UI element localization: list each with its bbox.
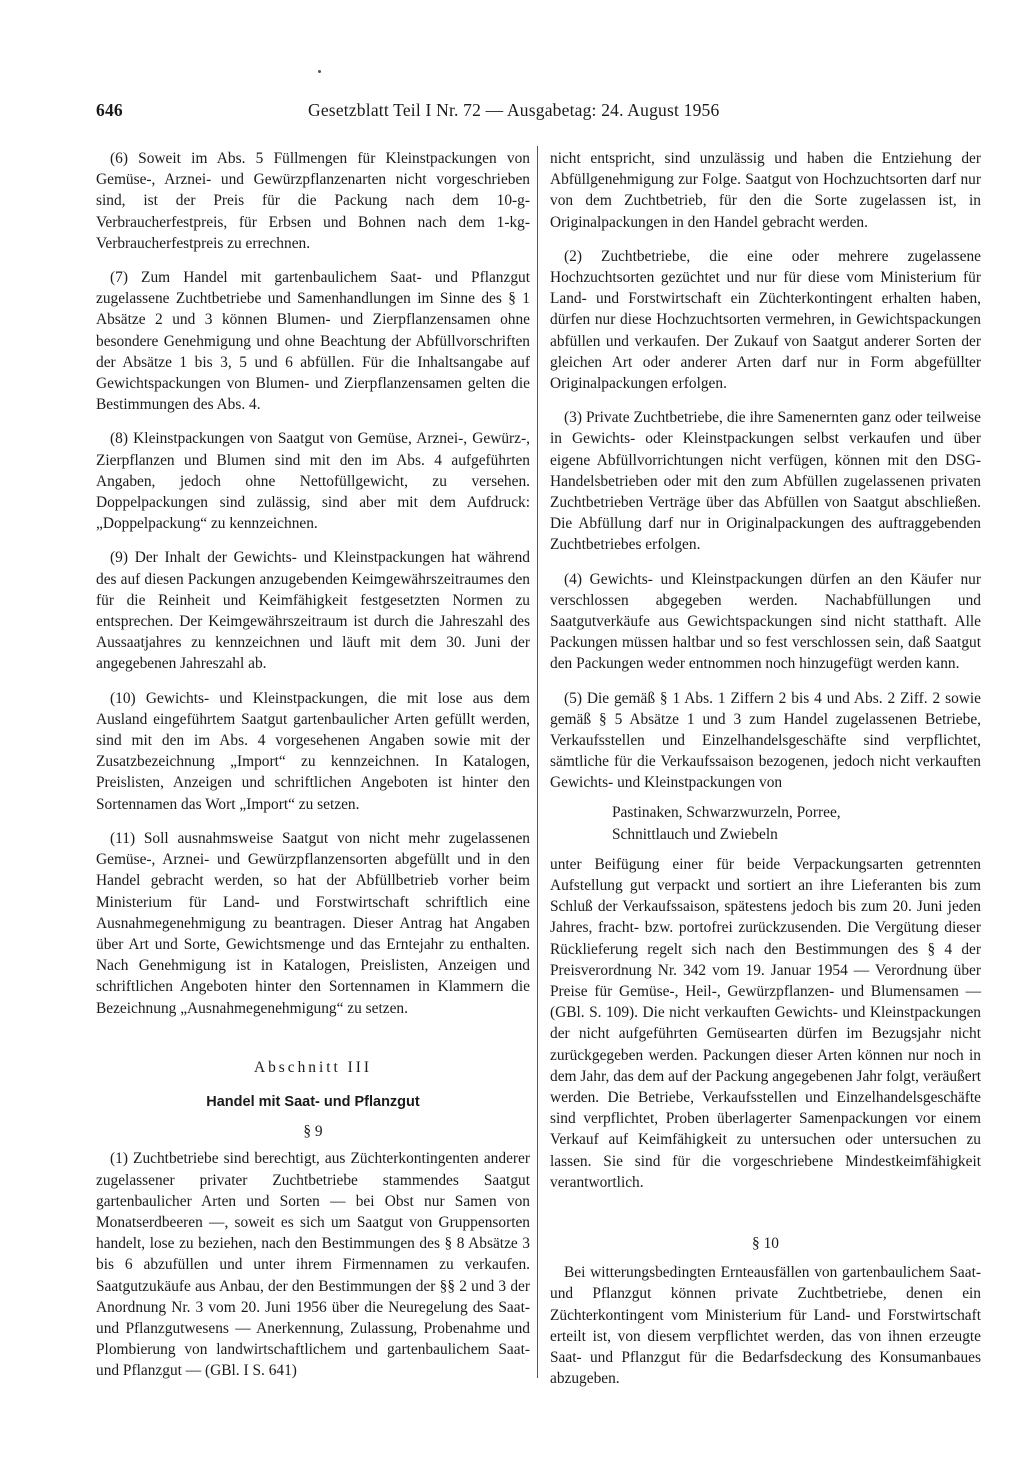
page-number: 646 (96, 100, 123, 120)
paragraph-6: (6) Soweit im Abs. 5 Füllmengen für Kleinstpackungen von Gemüse-, Arznei- und Gewürzpflanzenarten nicht vorgeschrieben sind, ist der Preis für die Packung nach dem 10-g-Verbraucherfestpreis, für Erbsen und Bohnen nach dem 1-kg-Verbraucherfestpreis zu errechnen. (96, 150, 530, 252)
paragraph-9: (9) Der Inhalt der Gewichts- und Kleinstpackungen hat während des auf diesen Packungen anzugebenden Keimgewährszeitraumes den für die Reinheit und Keimfähigkeit festgesetzten Normen zu entsprechen. Der Keimgewährszeitraum ist durch die Jahreszahl des Aussaatjahres zu kennzeichnen und läuft mit dem 30. Juni der angegebenen Jahreszahl ab. (96, 549, 530, 673)
paragraph-11: (11) Soll ausnahmsweise Saatgut von nicht mehr zugelassenen Gemüse-, Arznei- und Gewürzpflanzensorten abgefüllt und in den Handel gebracht werden, so hat der Abfüllbetrieb vorher beim Ministerium für Land- und Forstwirtschaft schriftlich eine Ausnahmegenehmigung zu beantragen. Dieser Antrag hat Angaben über Art und Sorte, Gewichtsmenge und das Erntejahr zu enthalten. Nach Genehmigung ist in Katalogen, Preislisten, Anzeigen und schriftlichen Angeboten hinter den Sortennamen in Klammern die Bezeichnung „Ausnahmegenehmigung“ zu setzen. (96, 829, 530, 1017)
left-column (96, 148, 530, 1395)
section-9-paragraph-5-continued: unter Beifügung einer für beide Verpackungsarten getrennten Aufstellung gut verpackt und sortiert an ihre Lieferanten bis zum Schluß der Verkaufssaison, spätestens jedoch bis zum 20. Juni jeden Jahres, fracht- bzw. portofrei zurückzusenden. Die Vergütung dieser Rücklieferung regelt sich nach den Bestimmungen des § 4 der Preisverordnung Nr. 342 vom 19. Januar 1954 — Verordnung über Preise für Gemüse-, Heil-, Gewürzpflanzen- und Blumensamen — (GBl. S. 109). Die nicht verkauften Gewichts- und Kleinstpackungen der nicht aufgeführten Gemüsearten dürfen im Bezugsjahr nicht zurückgegeben werden. Packungen dieser Arten können nur noch in dem Jahr, das dem auf der Packung angegebenen Jahr folgt, veräußert werden. Die Betriebe, Verkaufsstellen und Einzelhandelsgeschäfte sind verpflichtet, Proben überlagerter Samenpackungen vor einem Verkauf auf Keimfähigkeit zu untersuchen oder untersuchen zu lassen. Sie sind für die vorgeschriebene Mindestkeimfähigkeit verantwortlich. (550, 855, 981, 1191)
section-9-paragraph-4: (4) Gewichts- und Kleinstpackungen dürfen an den Käufer nur verschlossen abgegeben werden. Nachabfüllungen und Saatgutverkäufe aus Gewichtspackungen sind nicht statthaft. Alle Packungen müssen haltbar und so fest verschlossen sein, daß Saatgut den Packungen weder entnommen noch hinzugefügt werden kann. (550, 570, 981, 673)
plant-list-line-2: Schnittlauch und Zwiebeln (612, 825, 778, 843)
section-title: Handel mit Saat- und Pflanzgut (206, 1093, 420, 1110)
section-9-paragraph-3: (3) Private Zuchtbetriebe, die ihre Samenernten ganz oder teilweise in Gewichts- oder Kleinstpackungen selbst verkaufen und über eigene Abfüllvorrichtungen nicht verfügen, können mit den DSG-Handelsbetrieben oder mit den zum Abfüllen zugelassenen privaten Zuchtbetrieben Verträge über das Abfüllen von Saatgut abschließen. Die Abfüllung darf nur in Originalpackungen des auftraggebenden Zuchtbetriebes erfolgen. (550, 409, 981, 554)
print-speck (318, 70, 321, 73)
running-title: Gesetzblatt Teil I Nr. 72 — Ausgabetag: 24. August 1956 (308, 100, 720, 120)
section-9-paragraph-5: (5) Die gemäß § 1 Abs. 1 Ziffern 2 bis 4 und Abs. 2 Ziff. 2 sowie gemäß § 5 Absätze 1 und 3 zum Handel zugelassenen Betriebe, Verkaufsstellen und Einzelhandelsgeschäfte sind verpflichtet, sämtliche für die Verkaufssaison bezogenen, jedoch nicht verkauften Gewichts- und Kleinstpackungen von (550, 689, 981, 792)
plant-list-line-1: Pastinaken, Schwarzwurzeln, Porree, (612, 803, 841, 821)
page-header (96, 100, 962, 126)
section-10-text: Bei witterungsbedingten Ernteausfällen von gartenbaulichem Saat- und Pflanzgut können private Zuchtbetriebe, denen ein Züchterkontingent vom Ministerium für Land- und Forstwirtschaft erteilt ist, von diesem verpflichtet werden, das von ihnen erzeugte Saat- und Pflanzgut für die Bedarfsdeckung des Konsumanbaues abzugeben. (550, 1264, 981, 1388)
paragraph-7: (7) Zum Handel mit gartenbaulichem Saat- und Pflanzgut zugelassene Zuchtbetriebe und Samenhandlungen im Sinne des § 1 Absätze 2 und 3 können Blumen- und Zierpflanzensamen ohne besondere Genehmigung und ohne Beachtung der Abfüllvorschriften der Absätze 1 bis 3, 5 und 6 abfüllen. Für die Inhaltsangabe auf Gewichtspackungen von Blumen- und Zierpflanzensamen gelten die Bestimmungen des Abs. 4. (96, 269, 530, 414)
plant-list (550, 802, 981, 846)
section-9-paragraph-2: (2) Zuchtbetriebe, die eine oder mehrere zugelassene Hochzuchtsorten gezüchtet und nur für diese vom Ministerium für Land- und Forstwirtschaft ein Züchterkontingent erhalten haben, dürfen nur diese Hochzuchtsorten vermehren, in Gewichtspackungen abfüllen und verkaufen. Der Zukauf von Saatgut anderer Sorten der gleichen Art oder anderer Arten darf nur in Form abgefüllter Originalpackungen erfolgen. (550, 247, 981, 393)
paragraph-1-continued: nicht entspricht, sind unzulässig und haben die Entziehung der Abfüllgenehmigung zur Folge. Saatgut von Hochzuchtsorten darf nur von dem Zuchtbetrieb, für den die Sorte zugelassen ist, in Originalpackungen in den Handel gebracht werden. (550, 150, 981, 231)
right-column (550, 148, 981, 1402)
column-divider (537, 146, 538, 1378)
section-9-paragraph-1: (1) Zuchtbetriebe sind berechtigt, aus Züchterkontingenten anderer zugelassener privater Zuchtbetriebe stammendes Saatgut gartenbaulicher Arten und Sorten — bei Obst nur Samen von Monatserdbeeren —, soweit es sich um Saatgut von Gruppensorten handelt, lose zu beziehen, nach den Bestimmungen des § 8 Absätze 3 bis 6 abzufüllen und unter ihrem Firmennamen zu verkaufen. Saatgutzukäufe aus Anbau, der den Bestimmungen der §§ 2 und 3 der Anordnung Nr. 3 vom 20. Juni 1956 über die Neuregelung des Saat- und Pflanzgutwesens — Anerkennung, Zulassung, Probenahme und Plombierung von landwirtschaftlichem und gartenbaulichem Saat- und Pflanzgut — (GBl. I S. 641) (96, 1150, 530, 1380)
paragraph-8: (8) Kleinstpackungen von Saatgut von Gemüse, Arznei-, Gewürz-, Zierpflanzen und Blumen sind mit den im Abs. 4 aufgeführten Angaben, jedoch ohne Nettofüllgewicht, zu versehen. Doppelpackungen sind zulässig, sind aber mit dem Aufdruck: „Doppelpackung“ zu kennzeichnen. (96, 430, 530, 533)
paragraph-mark-9: § 9 (303, 1123, 323, 1141)
paragraph-10: (10) Gewichts- und Kleinstpackungen, die mit lose aus dem Ausland eingeführtem Saatgut gartenbaulicher Arten gefüllt werden, sind mit den im Abs. 4 vorgesehenen Angaben sowie mit der Zusatzbezeichnung „Import“ zu kennzeichnen. In Katalogen, Preislisten, Anzeigen und schriftlichen Angeboten ist hinter den Sortennamen das Wort „Import“ zu setzen. (96, 689, 530, 813)
section-heading: Abschnitt III (253, 1058, 373, 1076)
paragraph-mark-10: § 10 (752, 1234, 779, 1252)
